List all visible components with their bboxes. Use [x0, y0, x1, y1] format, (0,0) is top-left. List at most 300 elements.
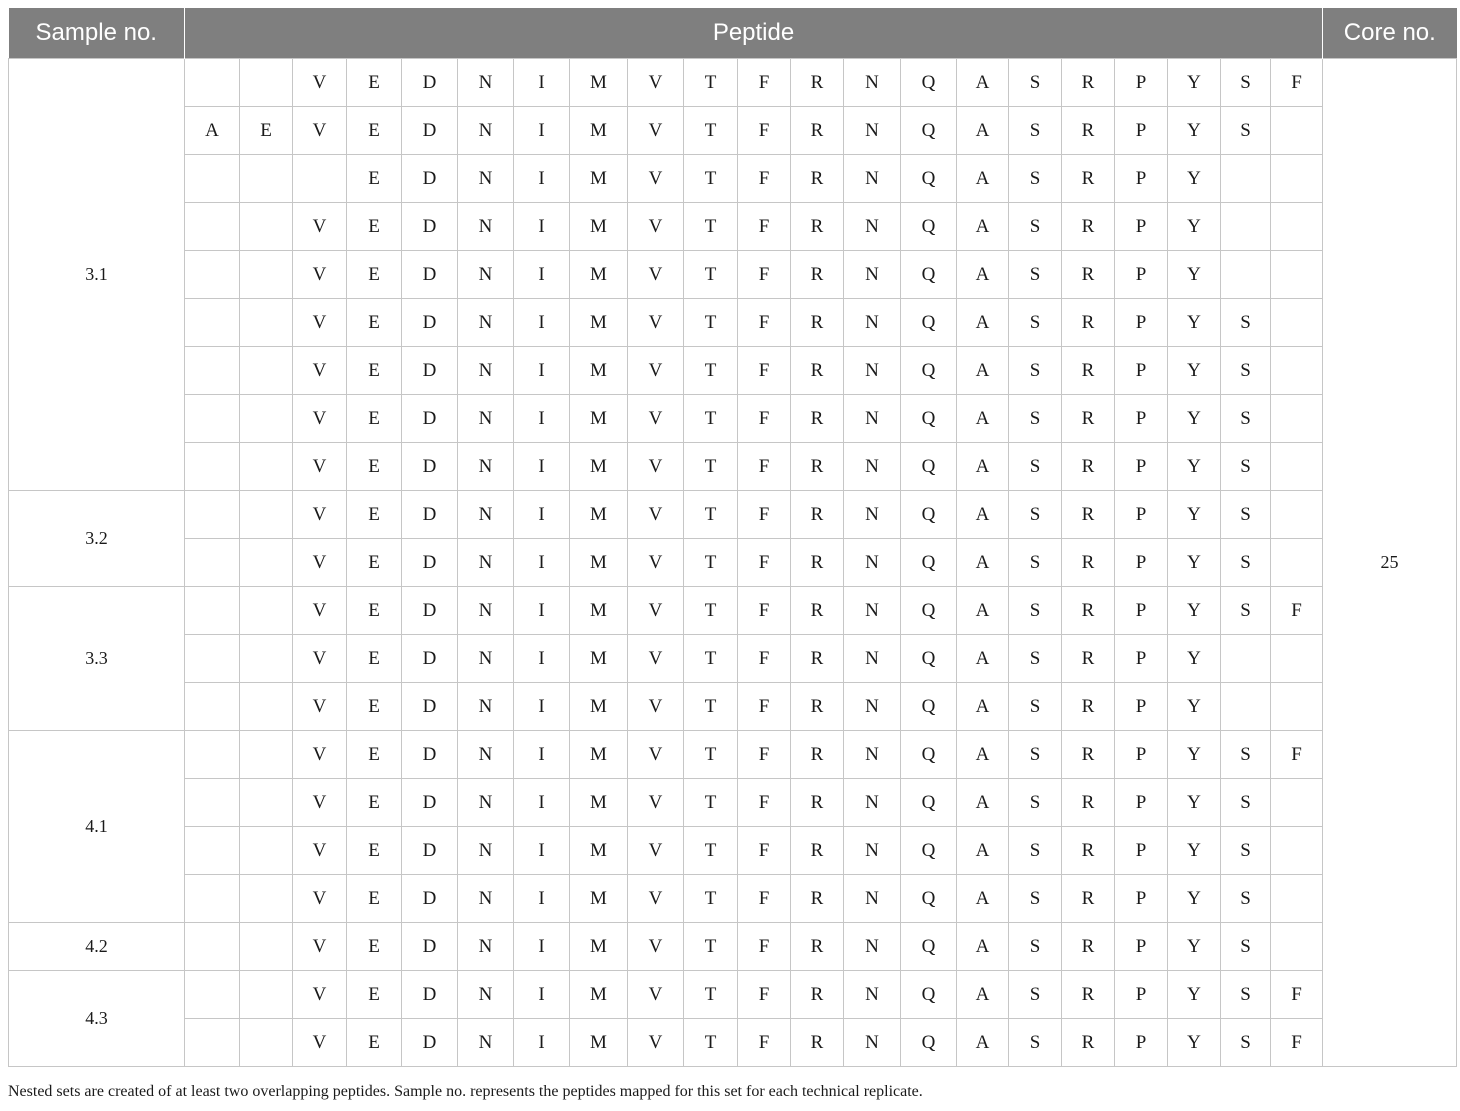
residue-cell [240, 923, 293, 971]
residue-cell: S [1009, 539, 1062, 587]
residue-cell: E [347, 923, 402, 971]
residue-cell: I [514, 155, 570, 203]
residue-cell: Y [1168, 635, 1221, 683]
residue-cell: P [1115, 299, 1168, 347]
table-row [9, 779, 1457, 827]
residue-cell: Y [1168, 971, 1221, 1019]
residue-cell: V [628, 587, 684, 635]
header-peptide: Peptide [185, 8, 1323, 59]
residue-cell: Q [901, 443, 957, 491]
table-row [9, 1019, 1457, 1067]
residue-cell: A [957, 107, 1009, 155]
residue-cell: N [458, 731, 514, 779]
residue-cell [1221, 251, 1271, 299]
residue-cell: Q [901, 779, 957, 827]
table-row [9, 539, 1457, 587]
residue-cell: N [844, 443, 901, 491]
residue-cell: D [402, 155, 458, 203]
residue-cell: F [738, 923, 791, 971]
residue-cell: D [402, 827, 458, 875]
residue-cell: S [1009, 827, 1062, 875]
residue-cell [240, 347, 293, 395]
residue-cell: S [1009, 299, 1062, 347]
residue-cell: A [957, 731, 1009, 779]
residue-cell: I [514, 923, 570, 971]
residue-cell [185, 203, 240, 251]
residue-cell: A [957, 491, 1009, 539]
residue-cell: M [570, 443, 628, 491]
residue-cell [240, 299, 293, 347]
residue-cell: V [293, 635, 347, 683]
residue-cell: V [293, 875, 347, 923]
residue-cell [185, 635, 240, 683]
residue-cell: D [402, 395, 458, 443]
residue-cell: D [402, 635, 458, 683]
table-row [9, 347, 1457, 395]
residue-cell: F [1271, 731, 1323, 779]
residue-cell: M [570, 731, 628, 779]
residue-cell: T [684, 347, 738, 395]
residue-cell: D [402, 875, 458, 923]
residue-cell: F [738, 347, 791, 395]
residue-cell: A [957, 635, 1009, 683]
residue-cell: V [293, 923, 347, 971]
residue-cell: V [293, 731, 347, 779]
residue-cell [185, 1019, 240, 1067]
residue-cell: S [1009, 347, 1062, 395]
residue-cell: V [293, 395, 347, 443]
residue-cell: Q [901, 1019, 957, 1067]
residue-cell: Y [1168, 347, 1221, 395]
sample-no-cell: 4.3 [9, 971, 185, 1067]
residue-cell: A [957, 203, 1009, 251]
residue-cell [240, 539, 293, 587]
residue-cell: E [347, 635, 402, 683]
residue-cell: Y [1168, 923, 1221, 971]
table-row [9, 827, 1457, 875]
residue-cell: E [347, 395, 402, 443]
residue-cell: V [293, 827, 347, 875]
residue-cell [1271, 827, 1323, 875]
residue-cell: F [738, 155, 791, 203]
residue-cell: R [1062, 203, 1115, 251]
residue-cell: N [844, 299, 901, 347]
residue-cell: Q [901, 683, 957, 731]
residue-cell [185, 827, 240, 875]
residue-cell: M [570, 683, 628, 731]
residue-cell: M [570, 539, 628, 587]
residue-cell: E [347, 107, 402, 155]
residue-cell: Y [1168, 395, 1221, 443]
residue-cell: P [1115, 971, 1168, 1019]
residue-cell: A [957, 971, 1009, 1019]
residue-cell: R [1062, 443, 1115, 491]
residue-cell: P [1115, 251, 1168, 299]
residue-cell: R [1062, 155, 1115, 203]
residue-cell: S [1009, 1019, 1062, 1067]
residue-cell: M [570, 827, 628, 875]
residue-cell: V [628, 539, 684, 587]
residue-cell: V [628, 155, 684, 203]
residue-cell: N [844, 155, 901, 203]
residue-cell: V [628, 59, 684, 107]
residue-cell: V [628, 1019, 684, 1067]
residue-cell: M [570, 1019, 628, 1067]
residue-cell: R [1062, 923, 1115, 971]
residue-cell [185, 875, 240, 923]
residue-cell: Y [1168, 683, 1221, 731]
residue-cell: Y [1168, 827, 1221, 875]
residue-cell: N [458, 1019, 514, 1067]
residue-cell [185, 587, 240, 635]
residue-cell: A [957, 539, 1009, 587]
residue-cell [1271, 299, 1323, 347]
residue-cell: T [684, 635, 738, 683]
residue-cell: I [514, 203, 570, 251]
residue-cell: V [293, 299, 347, 347]
residue-cell: S [1009, 731, 1062, 779]
residue-cell: P [1115, 539, 1168, 587]
residue-cell [1271, 155, 1323, 203]
residue-cell: F [738, 1019, 791, 1067]
residue-cell [240, 875, 293, 923]
residue-cell: T [684, 1019, 738, 1067]
residue-cell: D [402, 107, 458, 155]
residue-cell: E [347, 443, 402, 491]
residue-cell: R [1062, 827, 1115, 875]
residue-cell: E [347, 347, 402, 395]
residue-cell: N [844, 395, 901, 443]
residue-cell: M [570, 923, 628, 971]
residue-cell: Y [1168, 731, 1221, 779]
residue-cell: T [684, 155, 738, 203]
residue-cell: Q [901, 875, 957, 923]
residue-cell: Y [1168, 203, 1221, 251]
residue-cell: N [458, 395, 514, 443]
residue-cell: F [738, 203, 791, 251]
residue-cell [240, 443, 293, 491]
residue-cell [185, 539, 240, 587]
residue-cell: N [844, 827, 901, 875]
residue-cell: V [293, 59, 347, 107]
table-row [9, 491, 1457, 539]
residue-cell: D [402, 59, 458, 107]
residue-cell [1221, 683, 1271, 731]
residue-cell: N [458, 779, 514, 827]
residue-cell: Q [901, 731, 957, 779]
residue-cell: F [738, 587, 791, 635]
residue-cell: S [1009, 155, 1062, 203]
residue-cell: I [514, 779, 570, 827]
residue-cell [1221, 203, 1271, 251]
residue-cell: D [402, 683, 458, 731]
residue-cell: R [791, 827, 844, 875]
residue-cell: A [957, 395, 1009, 443]
residue-cell: D [402, 779, 458, 827]
residue-cell: V [293, 443, 347, 491]
residue-cell: V [628, 491, 684, 539]
residue-cell: V [628, 923, 684, 971]
table-row [9, 683, 1457, 731]
residue-cell [1271, 683, 1323, 731]
residue-cell: V [628, 683, 684, 731]
residue-cell: Q [901, 587, 957, 635]
residue-cell: N [844, 539, 901, 587]
residue-cell: Q [901, 347, 957, 395]
residue-cell: I [514, 731, 570, 779]
residue-cell: R [1062, 59, 1115, 107]
residue-cell: P [1115, 347, 1168, 395]
table-row [9, 587, 1457, 635]
residue-cell: V [628, 395, 684, 443]
residue-cell: N [458, 203, 514, 251]
residue-cell: A [957, 779, 1009, 827]
residue-cell: T [684, 923, 738, 971]
residue-cell: M [570, 779, 628, 827]
residue-cell: V [628, 107, 684, 155]
residue-cell: D [402, 347, 458, 395]
residue-cell: N [458, 971, 514, 1019]
residue-cell [1271, 779, 1323, 827]
residue-cell: F [738, 299, 791, 347]
residue-cell: Q [901, 827, 957, 875]
residue-cell: R [791, 251, 844, 299]
residue-cell: T [684, 683, 738, 731]
residue-cell: R [1062, 587, 1115, 635]
residue-cell: N [458, 491, 514, 539]
residue-cell: R [791, 731, 844, 779]
residue-cell: P [1115, 923, 1168, 971]
residue-cell: I [514, 827, 570, 875]
table-row [9, 971, 1457, 1019]
residue-cell: T [684, 251, 738, 299]
residue-cell: V [628, 875, 684, 923]
residue-cell: R [1062, 299, 1115, 347]
residue-cell: P [1115, 203, 1168, 251]
residue-cell: I [514, 587, 570, 635]
residue-cell: P [1115, 395, 1168, 443]
residue-cell: M [570, 107, 628, 155]
residue-cell: F [738, 107, 791, 155]
residue-cell: R [791, 155, 844, 203]
residue-cell: F [1271, 1019, 1323, 1067]
residue-cell: F [738, 443, 791, 491]
residue-cell: E [347, 683, 402, 731]
residue-cell: N [844, 971, 901, 1019]
residue-cell: E [347, 299, 402, 347]
residue-cell: R [791, 395, 844, 443]
residue-cell [240, 635, 293, 683]
residue-cell: T [684, 107, 738, 155]
residue-cell [240, 587, 293, 635]
residue-cell: R [791, 683, 844, 731]
residue-cell: S [1009, 59, 1062, 107]
residue-cell: M [570, 203, 628, 251]
residue-cell [240, 155, 293, 203]
residue-cell: Q [901, 923, 957, 971]
residue-cell [293, 155, 347, 203]
residue-cell: S [1009, 491, 1062, 539]
residue-cell: N [458, 923, 514, 971]
residue-cell: V [628, 827, 684, 875]
residue-cell: Y [1168, 299, 1221, 347]
residue-cell: S [1009, 395, 1062, 443]
residue-cell: S [1221, 923, 1271, 971]
residue-cell: T [684, 443, 738, 491]
residue-cell: N [844, 1019, 901, 1067]
table-body [9, 59, 1457, 1067]
residue-cell: R [791, 299, 844, 347]
residue-cell: Q [901, 539, 957, 587]
residue-cell: N [458, 539, 514, 587]
residue-cell: R [791, 347, 844, 395]
peptide-table [8, 8, 1457, 1067]
residue-cell [1221, 155, 1271, 203]
residue-cell [240, 251, 293, 299]
residue-cell: R [791, 59, 844, 107]
residue-cell: I [514, 299, 570, 347]
residue-cell: R [1062, 107, 1115, 155]
residue-cell: V [293, 491, 347, 539]
peptide-table-container [8, 8, 1452, 1067]
residue-cell: R [1062, 779, 1115, 827]
residue-cell: D [402, 971, 458, 1019]
residue-cell: R [1062, 491, 1115, 539]
residue-cell: S [1009, 635, 1062, 683]
residue-cell: F [738, 779, 791, 827]
residue-cell: Y [1168, 59, 1221, 107]
residue-cell [185, 299, 240, 347]
residue-cell: D [402, 203, 458, 251]
residue-cell: R [791, 923, 844, 971]
residue-cell: N [458, 59, 514, 107]
residue-cell [240, 779, 293, 827]
residue-cell [1221, 635, 1271, 683]
residue-cell: M [570, 59, 628, 107]
table-header [9, 8, 1457, 59]
residue-cell: S [1221, 731, 1271, 779]
residue-cell: D [402, 923, 458, 971]
residue-cell: V [628, 347, 684, 395]
residue-cell [1271, 443, 1323, 491]
residue-cell: N [458, 299, 514, 347]
residue-cell: S [1009, 587, 1062, 635]
residue-cell: S [1009, 923, 1062, 971]
residue-cell: F [738, 491, 791, 539]
residue-cell: F [1271, 971, 1323, 1019]
residue-cell: F [738, 827, 791, 875]
residue-cell: V [293, 347, 347, 395]
residue-cell [185, 155, 240, 203]
residue-cell: F [738, 251, 791, 299]
residue-cell [240, 827, 293, 875]
residue-cell: P [1115, 491, 1168, 539]
residue-cell: A [185, 107, 240, 155]
residue-cell: D [402, 491, 458, 539]
residue-cell: M [570, 635, 628, 683]
residue-cell: F [1271, 59, 1323, 107]
residue-cell: E [347, 203, 402, 251]
residue-cell [240, 59, 293, 107]
residue-cell [185, 491, 240, 539]
residue-cell: M [570, 299, 628, 347]
residue-cell: E [347, 251, 402, 299]
residue-cell: R [791, 539, 844, 587]
residue-cell: V [628, 971, 684, 1019]
residue-cell [185, 395, 240, 443]
residue-cell [240, 683, 293, 731]
residue-cell: S [1221, 395, 1271, 443]
residue-cell [1271, 203, 1323, 251]
header-core-no: Core no. [1323, 8, 1457, 59]
residue-cell: P [1115, 635, 1168, 683]
residue-cell: S [1221, 107, 1271, 155]
residue-cell: N [458, 347, 514, 395]
residue-cell: P [1115, 107, 1168, 155]
residue-cell: S [1221, 875, 1271, 923]
residue-cell: T [684, 779, 738, 827]
residue-cell: F [738, 635, 791, 683]
residue-cell: I [514, 971, 570, 1019]
residue-cell: S [1009, 875, 1062, 923]
residue-cell: M [570, 347, 628, 395]
residue-cell: P [1115, 683, 1168, 731]
residue-cell: F [738, 395, 791, 443]
residue-cell: V [293, 539, 347, 587]
residue-cell: N [844, 635, 901, 683]
residue-cell: N [844, 59, 901, 107]
residue-cell: R [1062, 251, 1115, 299]
residue-cell: F [738, 683, 791, 731]
sample-no-cell: 3.2 [9, 491, 185, 587]
residue-cell: N [844, 107, 901, 155]
residue-cell: A [957, 827, 1009, 875]
residue-cell: N [458, 635, 514, 683]
residue-cell: E [347, 731, 402, 779]
residue-cell [240, 731, 293, 779]
residue-cell: V [628, 299, 684, 347]
residue-cell: A [957, 875, 1009, 923]
residue-cell: V [293, 779, 347, 827]
residue-cell: I [514, 347, 570, 395]
residue-cell: S [1009, 683, 1062, 731]
residue-cell: F [738, 875, 791, 923]
residue-cell: Y [1168, 155, 1221, 203]
residue-cell [240, 1019, 293, 1067]
residue-cell: A [957, 923, 1009, 971]
table-row [9, 923, 1457, 971]
residue-cell: S [1009, 251, 1062, 299]
residue-cell: S [1221, 1019, 1271, 1067]
residue-cell: Y [1168, 587, 1221, 635]
residue-cell: T [684, 587, 738, 635]
residue-cell: N [844, 491, 901, 539]
residue-cell: P [1115, 1019, 1168, 1067]
residue-cell: P [1115, 731, 1168, 779]
residue-cell: N [458, 155, 514, 203]
residue-cell: I [514, 539, 570, 587]
residue-cell [185, 923, 240, 971]
residue-cell [185, 731, 240, 779]
table-row [9, 155, 1457, 203]
residue-cell: I [514, 107, 570, 155]
residue-cell: T [684, 299, 738, 347]
residue-cell: T [684, 971, 738, 1019]
residue-cell: V [293, 251, 347, 299]
residue-cell [240, 491, 293, 539]
residue-cell: I [514, 875, 570, 923]
residue-cell: Q [901, 491, 957, 539]
